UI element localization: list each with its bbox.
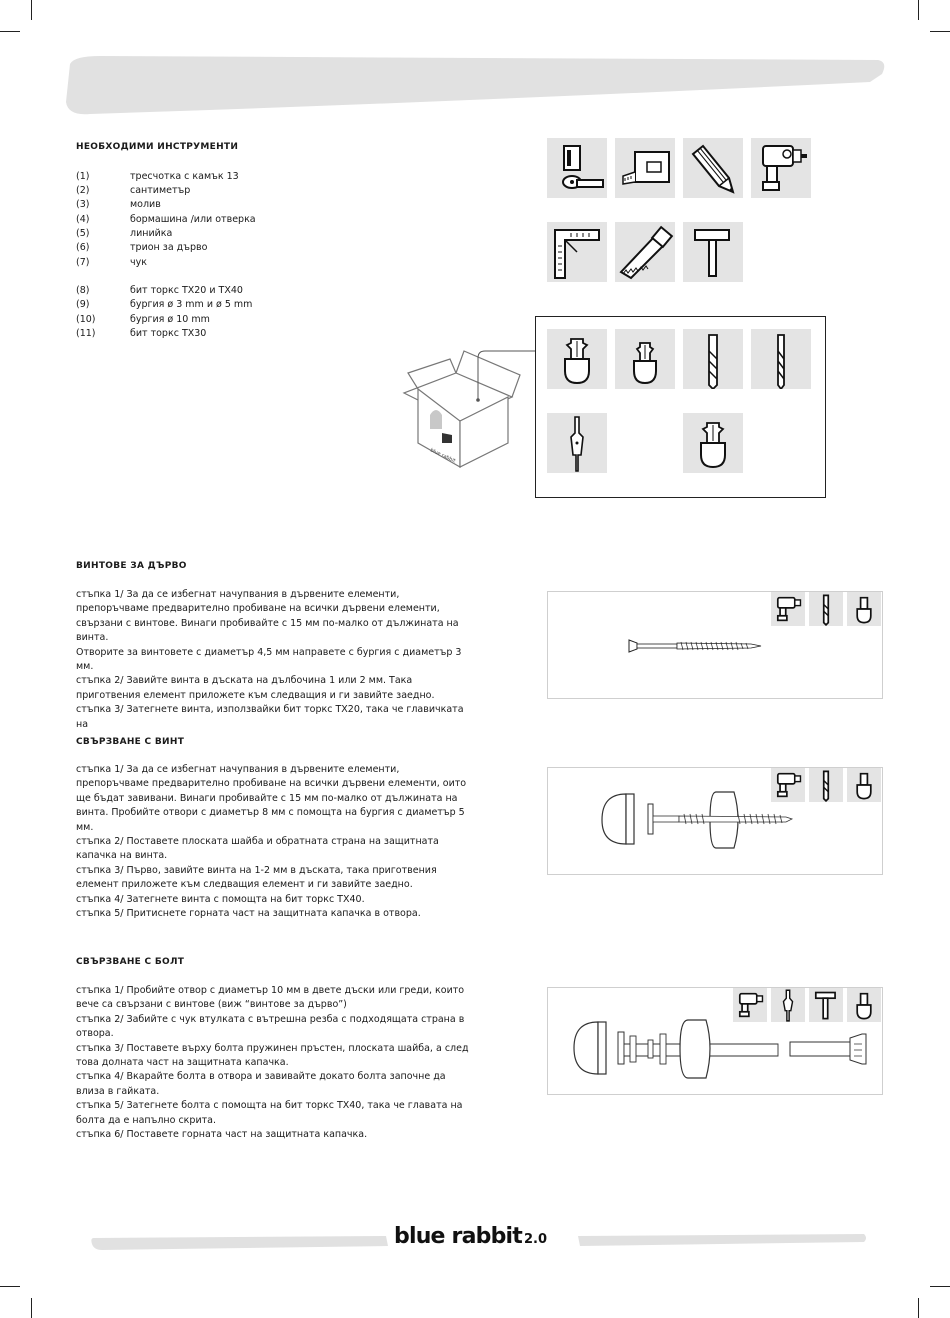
text-line: болта да е напълно скрита. bbox=[76, 1114, 217, 1126]
tool-name: бургия ø 10 mm bbox=[130, 314, 210, 325]
brand-version: 2.0 bbox=[523, 1232, 548, 1247]
tool-number: (7) bbox=[76, 257, 90, 268]
text-line: стъпка 5/ Притиснете горната част на защитната капачка в отвора. bbox=[76, 908, 421, 920]
text-line: препоръчваме предварително пробиване на всички дървени елементи, bbox=[76, 603, 440, 615]
tape-measure-icon bbox=[615, 138, 675, 198]
text-line: приготвения елемент приложете към следващия и ги завийте заедно. bbox=[76, 689, 435, 701]
drill-bit-icon bbox=[809, 592, 843, 626]
bolt-connection-text bbox=[76, 984, 476, 1142]
text-line: мм. bbox=[76, 661, 94, 673]
text-line: стъпка 2/ Завийте винта в дъската на дълбочина 1 или 2 мм. Така bbox=[76, 675, 413, 687]
drill-bit-icon bbox=[809, 768, 843, 802]
tools-section-title: НЕОБХОДИМИ ИНСТРУМЕНТИ bbox=[76, 142, 239, 152]
tool-name: чук bbox=[130, 257, 147, 268]
callout-line bbox=[476, 348, 538, 404]
footer-band-right bbox=[576, 1232, 868, 1248]
text-line: стъпка 6/ Поставете горната част на защитната капачка. bbox=[76, 1129, 368, 1141]
tool-name: тресчотка с камък 13 bbox=[130, 171, 239, 182]
text-line: отвора. bbox=[76, 1028, 114, 1040]
header-band bbox=[60, 52, 890, 118]
text-line: това долната част на защитната капачка. bbox=[76, 1057, 289, 1069]
wood-screws-text bbox=[76, 588, 476, 728]
tool-name: сантиметър bbox=[130, 185, 191, 196]
text-line: стъпка 2/ Поставете плоската шайба и обратната страна на защитната bbox=[76, 836, 439, 848]
tool-number: (8) bbox=[76, 285, 90, 296]
text-line: свързани с винтове. Винаги пробивайте с 15 мм по-малко от дължината на bbox=[76, 617, 459, 629]
square-ruler-icon bbox=[547, 222, 607, 282]
text-line: Отворите за винтовете с диаметър 4,5 мм направете с бургия с диаметър 3 bbox=[76, 646, 462, 658]
spade-bit-icon bbox=[547, 413, 607, 473]
torx-bit-icon bbox=[615, 329, 675, 389]
text-line: стъпка 1/ За да се избегнат начупвания в дървените елементи, bbox=[76, 589, 400, 600]
tool-number: (5) bbox=[76, 228, 90, 239]
tool-number: (2) bbox=[76, 185, 90, 196]
text-line: стъпка 5/ Затегнете болта с помощта на бит торкс TX40, така че главата на bbox=[76, 1100, 463, 1112]
text-line: вече са свързани с винтове (виж “винтове за дърво”) bbox=[76, 999, 347, 1011]
tool-name: трион за дърво bbox=[130, 242, 208, 253]
text-line: стъпка 3/ Поставете върху болта пружинен пръстен, плоската шайба, а след bbox=[76, 1042, 469, 1054]
bolt-connection-illustration bbox=[568, 1016, 878, 1082]
text-line: стъпка 3/ Затегнете винта, използвайки бит торкс TX20, така че главичката на bbox=[76, 704, 464, 728]
tool-number: (3) bbox=[76, 199, 90, 210]
box-logo-text: blue rabbit bbox=[429, 447, 457, 465]
text-line: винта. Пробийте отвори с диаметър 8 мм с помощта на бургия с диаметър 5 bbox=[76, 807, 465, 819]
text-line: стъпка 1/ За да се избегнат начупвания в дървените елементи, bbox=[76, 764, 400, 775]
torx-bit-icon bbox=[547, 329, 607, 389]
text-line: стъпка 2/ Забийте с чук втулката с вътрешна резба с подходящата страна в bbox=[76, 1013, 465, 1025]
bolt-connection-title: СВЪРЗВАНЕ С БОЛТ bbox=[76, 957, 185, 967]
wood-screw-illustration bbox=[625, 636, 765, 656]
tool-name: бургия ø 3 mm и ø 5 mm bbox=[130, 299, 253, 310]
screw-connection-illustration bbox=[596, 786, 796, 856]
tool-name: бит торкс TX20 и TX40 bbox=[130, 285, 243, 296]
tool-number: (1) bbox=[76, 171, 90, 182]
ratchet-icon bbox=[547, 138, 607, 198]
torx-bit-icon bbox=[683, 413, 743, 473]
text-line: стъпка 3/ Първо, завийте винта на 1-2 мм в дъската, така приготвения bbox=[76, 864, 437, 876]
screw-connection-title: СВЪРЗВАНЕ С ВИНТ bbox=[76, 737, 185, 747]
tool-number: (6) bbox=[76, 242, 90, 253]
text-line: влиза в гайката. bbox=[76, 1085, 160, 1097]
drill-bit-icon bbox=[683, 329, 743, 389]
drill-icon bbox=[751, 138, 811, 198]
text-line: препоръчваме предварително пробиване на всички дървени елементи, оито bbox=[76, 778, 467, 790]
tool-name: линийка bbox=[130, 228, 173, 239]
text-line: стъпка 4/ Затегнете винта с помощта на бит торкс TX40. bbox=[76, 893, 365, 905]
tool-name: бит торкс TX30 bbox=[130, 328, 207, 339]
footer-logo bbox=[394, 1224, 547, 1249]
torx-bit-icon bbox=[847, 592, 881, 626]
tool-number: (9) bbox=[76, 299, 90, 310]
tool-number: (4) bbox=[76, 214, 90, 225]
tool-name: молив bbox=[130, 199, 161, 210]
torx-bit-icon bbox=[847, 768, 881, 802]
pencil-icon bbox=[683, 138, 743, 198]
wood-screws-title: ВИНТОВЕ ЗА ДЪРВО bbox=[76, 561, 187, 571]
tool-number: (11) bbox=[76, 328, 96, 339]
text-line: елемент приложете към следващия елемент и ги завийте заедно. bbox=[76, 879, 413, 891]
text-line: ще бъдат завивани. Винаги пробивайте с 15 мм по-малко от дължината на bbox=[76, 792, 458, 804]
drill-bit-icon bbox=[751, 329, 811, 389]
saw-icon bbox=[615, 222, 675, 282]
drill-icon bbox=[771, 592, 805, 626]
text-line: мм. bbox=[76, 821, 94, 833]
footer-band-left bbox=[88, 1232, 390, 1254]
tool-name: бормашина /или отверка bbox=[130, 214, 256, 225]
hammer-icon bbox=[683, 222, 743, 282]
text-line: стъпка 4/ Вкарайте болта в отвора и завивайте докато болта започне да bbox=[76, 1071, 446, 1083]
tool-number: (10) bbox=[76, 314, 96, 325]
brand-name: blue rabbit bbox=[394, 1224, 522, 1249]
text-line: винта. bbox=[76, 632, 109, 644]
text-line: капачка на винта. bbox=[76, 850, 168, 862]
screw-connection-text bbox=[76, 763, 476, 921]
text-line: стъпка 1/ Пробийте отвор с диаметър 10 мм в двете дъски или греди, които bbox=[76, 985, 465, 996]
